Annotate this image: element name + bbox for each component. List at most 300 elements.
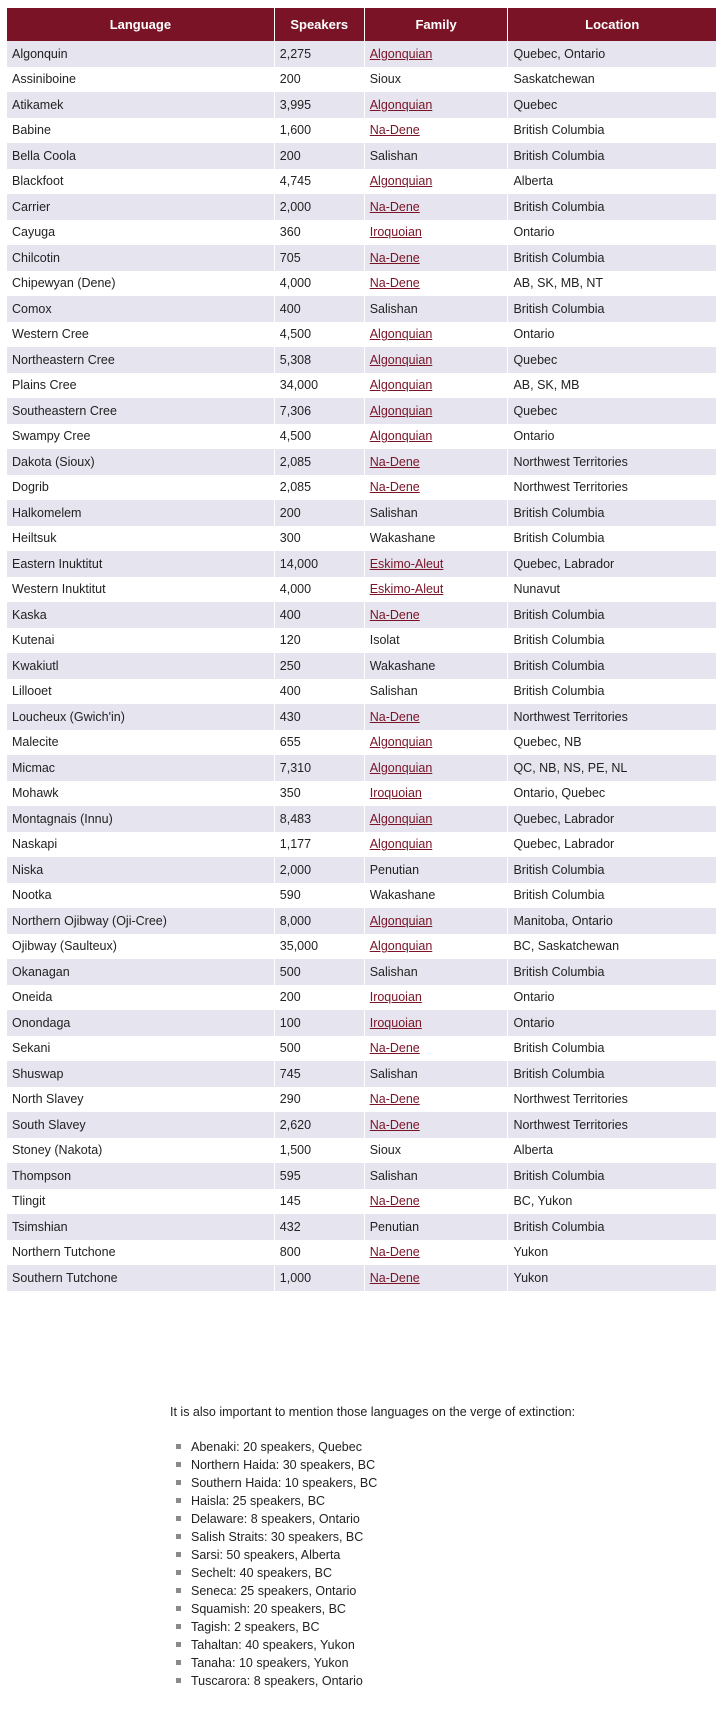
table-row [7,755,716,781]
table-row [7,169,716,195]
family-link[interactable]: Iroquoian [369,786,422,801]
speakers-cell-text: 430 [279,709,301,724]
list-item [170,1492,630,1510]
family-cell [365,781,508,807]
list-item [170,1582,630,1600]
speakers-cell-text: 1,177 [279,837,312,852]
family-link[interactable]: Na-Dene [369,123,420,138]
location-cell-text: Northwest Territories [513,454,628,469]
family-link[interactable]: Na-Dene [369,250,420,265]
speakers-cell-text: 2,275 [279,46,312,61]
family-link[interactable]: Na-Dene [369,276,420,291]
language-cell [7,67,274,93]
location-cell-text: British Columbia [513,1219,605,1234]
family-text: Salishan [369,505,418,520]
location-cell-text: Alberta [513,1143,554,1158]
speakers-cell [275,296,364,322]
family-link[interactable]: Algonquian [369,352,433,367]
speakers-cell [275,67,364,93]
languages-table [6,8,717,1291]
speakers-cell-text: 1,000 [279,1270,312,1285]
language-cell-text: Sekani [12,1041,51,1056]
family-text: Penutian [369,1219,420,1234]
location-cell [508,1240,716,1266]
location-cell-text: Quebec [513,352,558,367]
table-row [7,704,716,730]
family-text: Sioux [369,72,401,87]
location-cell-text: Quebec, Labrador [513,556,615,571]
speakers-cell [275,347,364,373]
language-cell [7,730,274,756]
location-cell-text: Ontario [513,990,555,1005]
family-link[interactable]: Na-Dene [369,1117,420,1132]
location-cell-text: British Columbia [513,148,605,163]
location-cell-text: AB, SK, MB, NT [513,276,604,291]
family-cell [365,628,508,654]
language-cell [7,143,274,169]
family-cell [365,220,508,246]
speakers-cell [275,730,364,756]
family-link[interactable]: Algonquian [369,46,433,61]
table-row [7,806,716,832]
location-cell [508,143,716,169]
family-cell [365,1087,508,1113]
speakers-cell-text: 200 [279,990,301,1005]
list-item-text: Sarsi: 50 speakers, Alberta [191,1548,341,1562]
speakers-cell [275,1163,364,1189]
speakers-cell-text: 200 [279,505,301,520]
family-cell [365,398,508,424]
language-cell-text: Atikamek [12,97,64,112]
location-cell [508,194,716,220]
language-cell-text: Chipewyan (Dene) [12,276,116,291]
list-item-text: Salish Straits: 30 speakers, BC [191,1530,364,1544]
list-item [170,1510,630,1528]
location-cell-text: AB, SK, MB [513,378,580,393]
table-row [7,41,716,67]
list-item [170,1456,630,1474]
language-cell-text: Kaska [12,607,47,622]
speakers-cell-text: 432 [279,1219,301,1234]
speakers-cell-text: 745 [279,1066,301,1081]
family-cell [365,1240,508,1266]
column-header-speakers: Speakers [275,8,364,41]
language-cell-text: Stoney (Nakota) [12,1143,103,1158]
location-cell-text: Manitoba, Ontario [513,913,613,928]
speakers-cell [275,194,364,220]
language-cell [7,245,274,271]
table-row [7,194,716,220]
location-cell [508,883,716,909]
table-row [7,118,716,144]
language-cell-text: Loucheux (Gwich'in) [12,709,125,724]
family-cell [365,194,508,220]
family-link[interactable]: Algonquian [369,327,433,342]
square-bullet-icon [176,1624,181,1629]
family-link[interactable]: Eskimo-Aleut [369,582,444,597]
location-cell [508,92,716,118]
speakers-cell [275,1061,364,1087]
location-cell-text: British Columbia [513,964,605,979]
location-cell-text: Ontario [513,225,555,240]
family-link[interactable]: Algonquian [369,939,433,954]
table-row [7,143,716,169]
speakers-cell [275,959,364,985]
location-cell [508,628,716,654]
extinction-intro: It is also important to mention those languages on the verge of extinction: [170,1405,576,1419]
speakers-cell [275,245,364,271]
language-cell-text: Eastern Inuktitut [12,556,103,571]
table-row [7,1061,716,1087]
location-cell-text: Northwest Territories [513,1117,628,1132]
speakers-cell [275,1240,364,1266]
speakers-cell-text: 7,310 [279,760,312,775]
language-cell [7,41,274,67]
language-cell-text: Oneida [12,990,53,1005]
family-link[interactable]: Algonquian [369,837,433,852]
square-bullet-icon [176,1588,181,1593]
location-cell [508,347,716,373]
family-link[interactable]: Na-Dene [369,709,420,724]
family-cell [365,1036,508,1062]
column-header-language: Language [7,8,274,41]
location-cell [508,577,716,603]
location-cell [508,296,716,322]
square-bullet-icon [176,1570,181,1575]
language-cell [7,1163,274,1189]
speakers-cell-text: 2,085 [279,480,312,495]
speakers-cell [275,1214,364,1240]
speakers-cell-text: 200 [279,72,301,87]
location-cell [508,475,716,501]
location-cell-text: Ontario, Quebec [513,786,606,801]
location-cell [508,1061,716,1087]
speakers-cell [275,577,364,603]
language-cell [7,653,274,679]
language-cell [7,755,274,781]
location-cell [508,1036,716,1062]
table-row [7,500,716,526]
location-cell-text: British Columbia [513,1168,605,1183]
language-cell [7,1061,274,1087]
location-cell [508,679,716,705]
speakers-cell [275,118,364,144]
speakers-cell [275,883,364,909]
location-cell-text: British Columbia [513,301,605,316]
family-link[interactable]: Na-Dene [369,1245,420,1260]
family-cell [365,500,508,526]
speakers-cell [275,857,364,883]
family-cell [365,985,508,1011]
family-cell [365,959,508,985]
language-cell-text: Carrier [12,199,51,214]
speakers-cell-text: 800 [279,1245,301,1260]
speakers-cell-text: 250 [279,658,301,673]
family-cell [365,449,508,475]
table-row [7,602,716,628]
family-text: Isolat [369,633,400,648]
table-row [7,1189,716,1215]
location-cell-text: Quebec, Labrador [513,811,615,826]
family-cell [365,551,508,577]
speakers-cell [275,41,364,67]
column-header-family: Family [365,8,508,41]
location-cell-text: Northwest Territories [513,709,628,724]
location-cell-text: British Columbia [513,199,605,214]
speakers-cell [275,322,364,348]
location-cell [508,373,716,399]
speakers-cell-text: 500 [279,964,301,979]
family-text: Salishan [369,148,418,163]
square-bullet-icon [176,1462,181,1467]
family-link[interactable]: Algonquian [369,97,433,112]
location-cell-text: Quebec [513,403,558,418]
family-link[interactable]: Algonquian [369,760,433,775]
table-header-row [7,8,716,41]
table-row [7,220,716,246]
location-cell [508,67,716,93]
location-cell-text: Yukon [513,1270,549,1285]
language-cell-text: Dogrib [12,480,49,495]
language-cell [7,500,274,526]
speakers-cell-text: 100 [279,1015,301,1030]
language-cell-text: Onondaga [12,1015,71,1030]
speakers-cell-text: 4,745 [279,174,312,189]
location-cell [508,602,716,628]
speakers-cell [275,985,364,1011]
location-cell [508,398,716,424]
speakers-cell [275,1138,364,1164]
language-cell [7,1265,274,1291]
table-row [7,934,716,960]
speakers-cell [275,806,364,832]
language-cell [7,1189,274,1215]
family-cell [365,373,508,399]
table-row [7,985,716,1011]
language-cell [7,220,274,246]
location-cell-text: Ontario [513,1015,555,1030]
family-cell [365,1112,508,1138]
location-cell [508,1214,716,1240]
location-cell-text: British Columbia [513,531,605,546]
language-cell-text: North Slavey [12,1092,84,1107]
table-row [7,1112,716,1138]
location-cell [508,806,716,832]
language-cell [7,679,274,705]
family-link[interactable]: Iroquoian [369,990,422,1005]
language-cell [7,322,274,348]
list-item-text: Delaware: 8 speakers, Ontario [191,1512,360,1526]
speakers-cell-text: 500 [279,1041,301,1056]
language-cell-text: Naskapi [12,837,58,852]
speakers-cell-text: 705 [279,250,301,265]
family-link[interactable]: Na-Dene [369,607,420,622]
location-cell [508,959,716,985]
family-cell [365,1163,508,1189]
speakers-cell [275,449,364,475]
location-cell [508,857,716,883]
list-item-text: Tahaltan: 40 speakers, Yukon [191,1638,355,1652]
language-cell-text: Lillooet [12,684,52,699]
family-cell [365,908,508,934]
speakers-cell [275,704,364,730]
location-cell [508,1010,716,1036]
speakers-cell [275,679,364,705]
language-cell-text: Okanagan [12,964,70,979]
table-row [7,92,716,118]
language-cell [7,1087,274,1113]
table-row [7,832,716,858]
speakers-cell-text: 4,000 [279,582,312,597]
family-link[interactable]: Iroquoian [369,1015,422,1030]
language-cell [7,398,274,424]
family-link[interactable]: Algonquian [369,735,433,750]
language-cell-text: Plains Cree [12,378,77,393]
family-cell [365,118,508,144]
family-link[interactable]: Algonquian [369,378,433,393]
family-link[interactable]: Na-Dene [369,1092,420,1107]
location-cell-text: British Columbia [513,1066,605,1081]
table-row [7,577,716,603]
table-row [7,322,716,348]
family-cell [365,679,508,705]
speakers-cell [275,526,364,552]
speakers-cell-text: 2,085 [279,454,312,469]
family-cell [365,92,508,118]
location-cell-text: Quebec [513,97,558,112]
family-cell [365,1214,508,1240]
language-cell [7,806,274,832]
language-cell [7,194,274,220]
language-cell-text: Malecite [12,735,59,750]
family-link[interactable]: Na-Dene [369,199,420,214]
speakers-cell-text: 35,000 [279,939,319,954]
location-cell-text: British Columbia [513,505,605,520]
family-link[interactable]: Iroquoian [369,225,422,240]
list-item-text: Tagish: 2 speakers, BC [191,1620,320,1634]
square-bullet-icon [176,1498,181,1503]
language-cell [7,1214,274,1240]
family-text: Salishan [369,964,418,979]
list-item [170,1618,630,1636]
family-link[interactable]: Na-Dene [369,1194,420,1209]
family-cell [365,1061,508,1087]
list-item-text: Tuscarora: 8 speakers, Ontario [191,1674,363,1688]
language-cell-text: Blackfoot [12,174,64,189]
location-cell-text: Yukon [513,1245,549,1260]
language-cell-text: Northern Tutchone [12,1245,116,1260]
family-link[interactable]: Na-Dene [369,454,420,469]
family-text: Wakashane [369,658,436,673]
family-cell [365,1138,508,1164]
square-bullet-icon [176,1678,181,1683]
table-row [7,398,716,424]
family-cell [365,322,508,348]
language-cell-text: Babine [12,123,51,138]
location-cell-text: British Columbia [513,862,605,877]
location-cell [508,1138,716,1164]
family-link[interactable]: Na-Dene [369,1270,420,1285]
location-cell [508,526,716,552]
family-text: Salishan [369,1168,418,1183]
language-cell [7,857,274,883]
language-cell [7,985,274,1011]
language-cell [7,832,274,858]
list-item-text: Southern Haida: 10 speakers, BC [191,1476,378,1490]
table-row [7,959,716,985]
language-cell-text: Swampy Cree [12,429,91,444]
location-cell [508,934,716,960]
family-cell [365,245,508,271]
location-cell-text: British Columbia [513,1041,605,1056]
speakers-cell-text: 2,000 [279,199,312,214]
language-cell-text: Chilcotin [12,250,60,265]
table-row [7,1214,716,1240]
family-link[interactable]: Algonquian [369,913,433,928]
location-cell [508,1265,716,1291]
list-item-text: Squamish: 20 speakers, BC [191,1602,346,1616]
location-cell-text: British Columbia [513,633,605,648]
speakers-cell-text: 4,500 [279,327,312,342]
language-cell [7,959,274,985]
language-cell [7,577,274,603]
list-item-text: Haisla: 25 speakers, BC [191,1494,326,1508]
family-link[interactable]: Algonquian [369,429,433,444]
location-cell-text: Quebec, NB [513,735,582,750]
speakers-cell-text: 4,000 [279,276,312,291]
language-cell-text: Tsimshian [12,1219,68,1234]
location-cell-text: British Columbia [513,658,605,673]
family-cell [365,41,508,67]
family-cell [365,883,508,909]
table-row [7,1265,716,1291]
location-cell [508,704,716,730]
table-row [7,1163,716,1189]
location-cell-text: Quebec, Ontario [513,46,606,61]
speakers-cell [275,220,364,246]
speakers-cell [275,1010,364,1036]
language-cell-text: Bella Coola [12,148,76,163]
speakers-cell [275,934,364,960]
family-cell [365,730,508,756]
table-row [7,449,716,475]
language-cell [7,526,274,552]
square-bullet-icon [176,1444,181,1449]
language-cell-text: Cayuga [12,225,56,240]
language-cell-text: Ojibway (Saulteux) [12,939,117,954]
list-item [170,1528,630,1546]
family-cell [365,934,508,960]
language-cell-text: Northern Ojibway (Oji-Cree) [12,913,167,928]
speakers-cell-text: 8,000 [279,913,312,928]
family-link[interactable]: Na-Dene [369,1041,420,1056]
language-cell [7,704,274,730]
family-cell [365,169,508,195]
family-link[interactable]: Algonquian [369,174,433,189]
family-link[interactable]: Algonquian [369,811,433,826]
family-link[interactable]: Na-Dene [369,480,420,495]
speakers-cell [275,628,364,654]
speakers-cell-text: 14,000 [279,556,319,571]
location-cell [508,1189,716,1215]
family-link[interactable]: Algonquian [369,403,433,418]
family-link[interactable]: Eskimo-Aleut [369,556,444,571]
table-row [7,526,716,552]
language-cell-text: Algonquin [12,46,68,61]
speakers-cell-text: 655 [279,735,301,750]
speakers-cell-text: 2,000 [279,862,312,877]
family-cell [365,1189,508,1215]
